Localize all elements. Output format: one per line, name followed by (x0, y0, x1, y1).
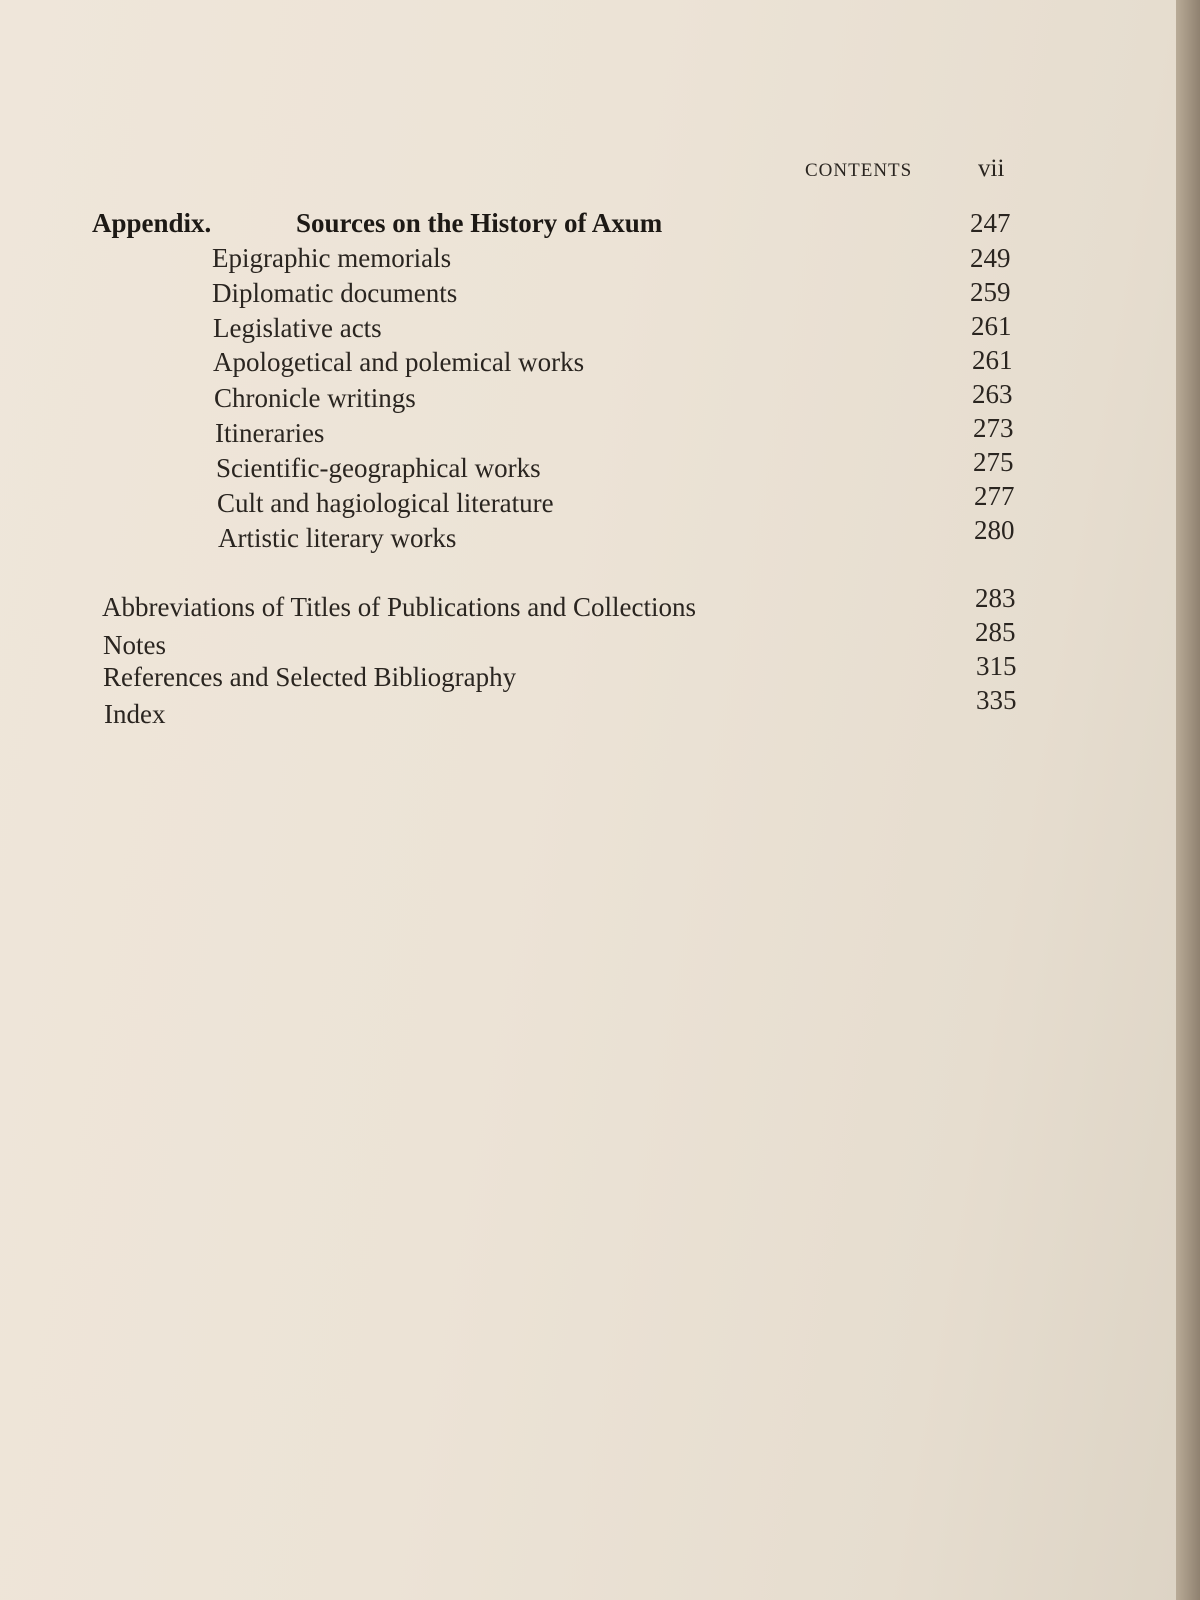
toc-entry-page: 249 (970, 243, 1011, 273)
page-folio: vii (978, 155, 1005, 182)
toc-entry-page: 280 (974, 515, 1015, 545)
toc-entry-page: 275 (973, 447, 1014, 477)
toc-entry-title: Chronicle writings (214, 383, 416, 413)
toc-entry-title: Artistic literary works (218, 523, 457, 553)
toc-entry-title: Cult and hagiological literature (217, 488, 554, 518)
toc-entry-page: 261 (971, 311, 1012, 341)
toc-entry-title: Apologetical and polemical works (213, 347, 585, 377)
toc-entry-page: 283 (975, 583, 1016, 613)
toc-entry-title: Epigraphic memorials (212, 243, 452, 273)
toc-entry-page: 277 (974, 481, 1015, 511)
appendix-page-number: 247 (970, 208, 1011, 238)
toc-entry-page: 315 (976, 651, 1017, 681)
appendix-label: Appendix. (92, 208, 212, 238)
toc-entry-title: Index (104, 699, 166, 729)
toc-entry-title: Legislative acts (213, 313, 382, 343)
book-page-edge (1176, 0, 1200, 1600)
toc-entry-page: 261 (972, 345, 1013, 375)
toc-entry-page: 273 (973, 413, 1014, 443)
toc-entry-page: 335 (976, 685, 1017, 715)
toc-entry-page: 259 (970, 277, 1011, 307)
toc-entry-title: References and Selected Bibliography (103, 662, 517, 692)
toc-entry-title: Notes (103, 630, 166, 660)
appendix-title: Sources on the History of Axum (296, 208, 663, 238)
toc-entry-title: Itineraries (215, 418, 325, 448)
toc-entry-title: Abbreviations of Titles of Publications and Collections (102, 592, 696, 622)
toc-entry-title: Scientific-geographical works (216, 453, 541, 483)
toc-entry-page: 285 (975, 617, 1016, 647)
toc-entry-page: 263 (972, 379, 1013, 409)
running-head: CONTENTS (805, 160, 913, 181)
toc-entry-title: Diplomatic documents (212, 278, 458, 308)
